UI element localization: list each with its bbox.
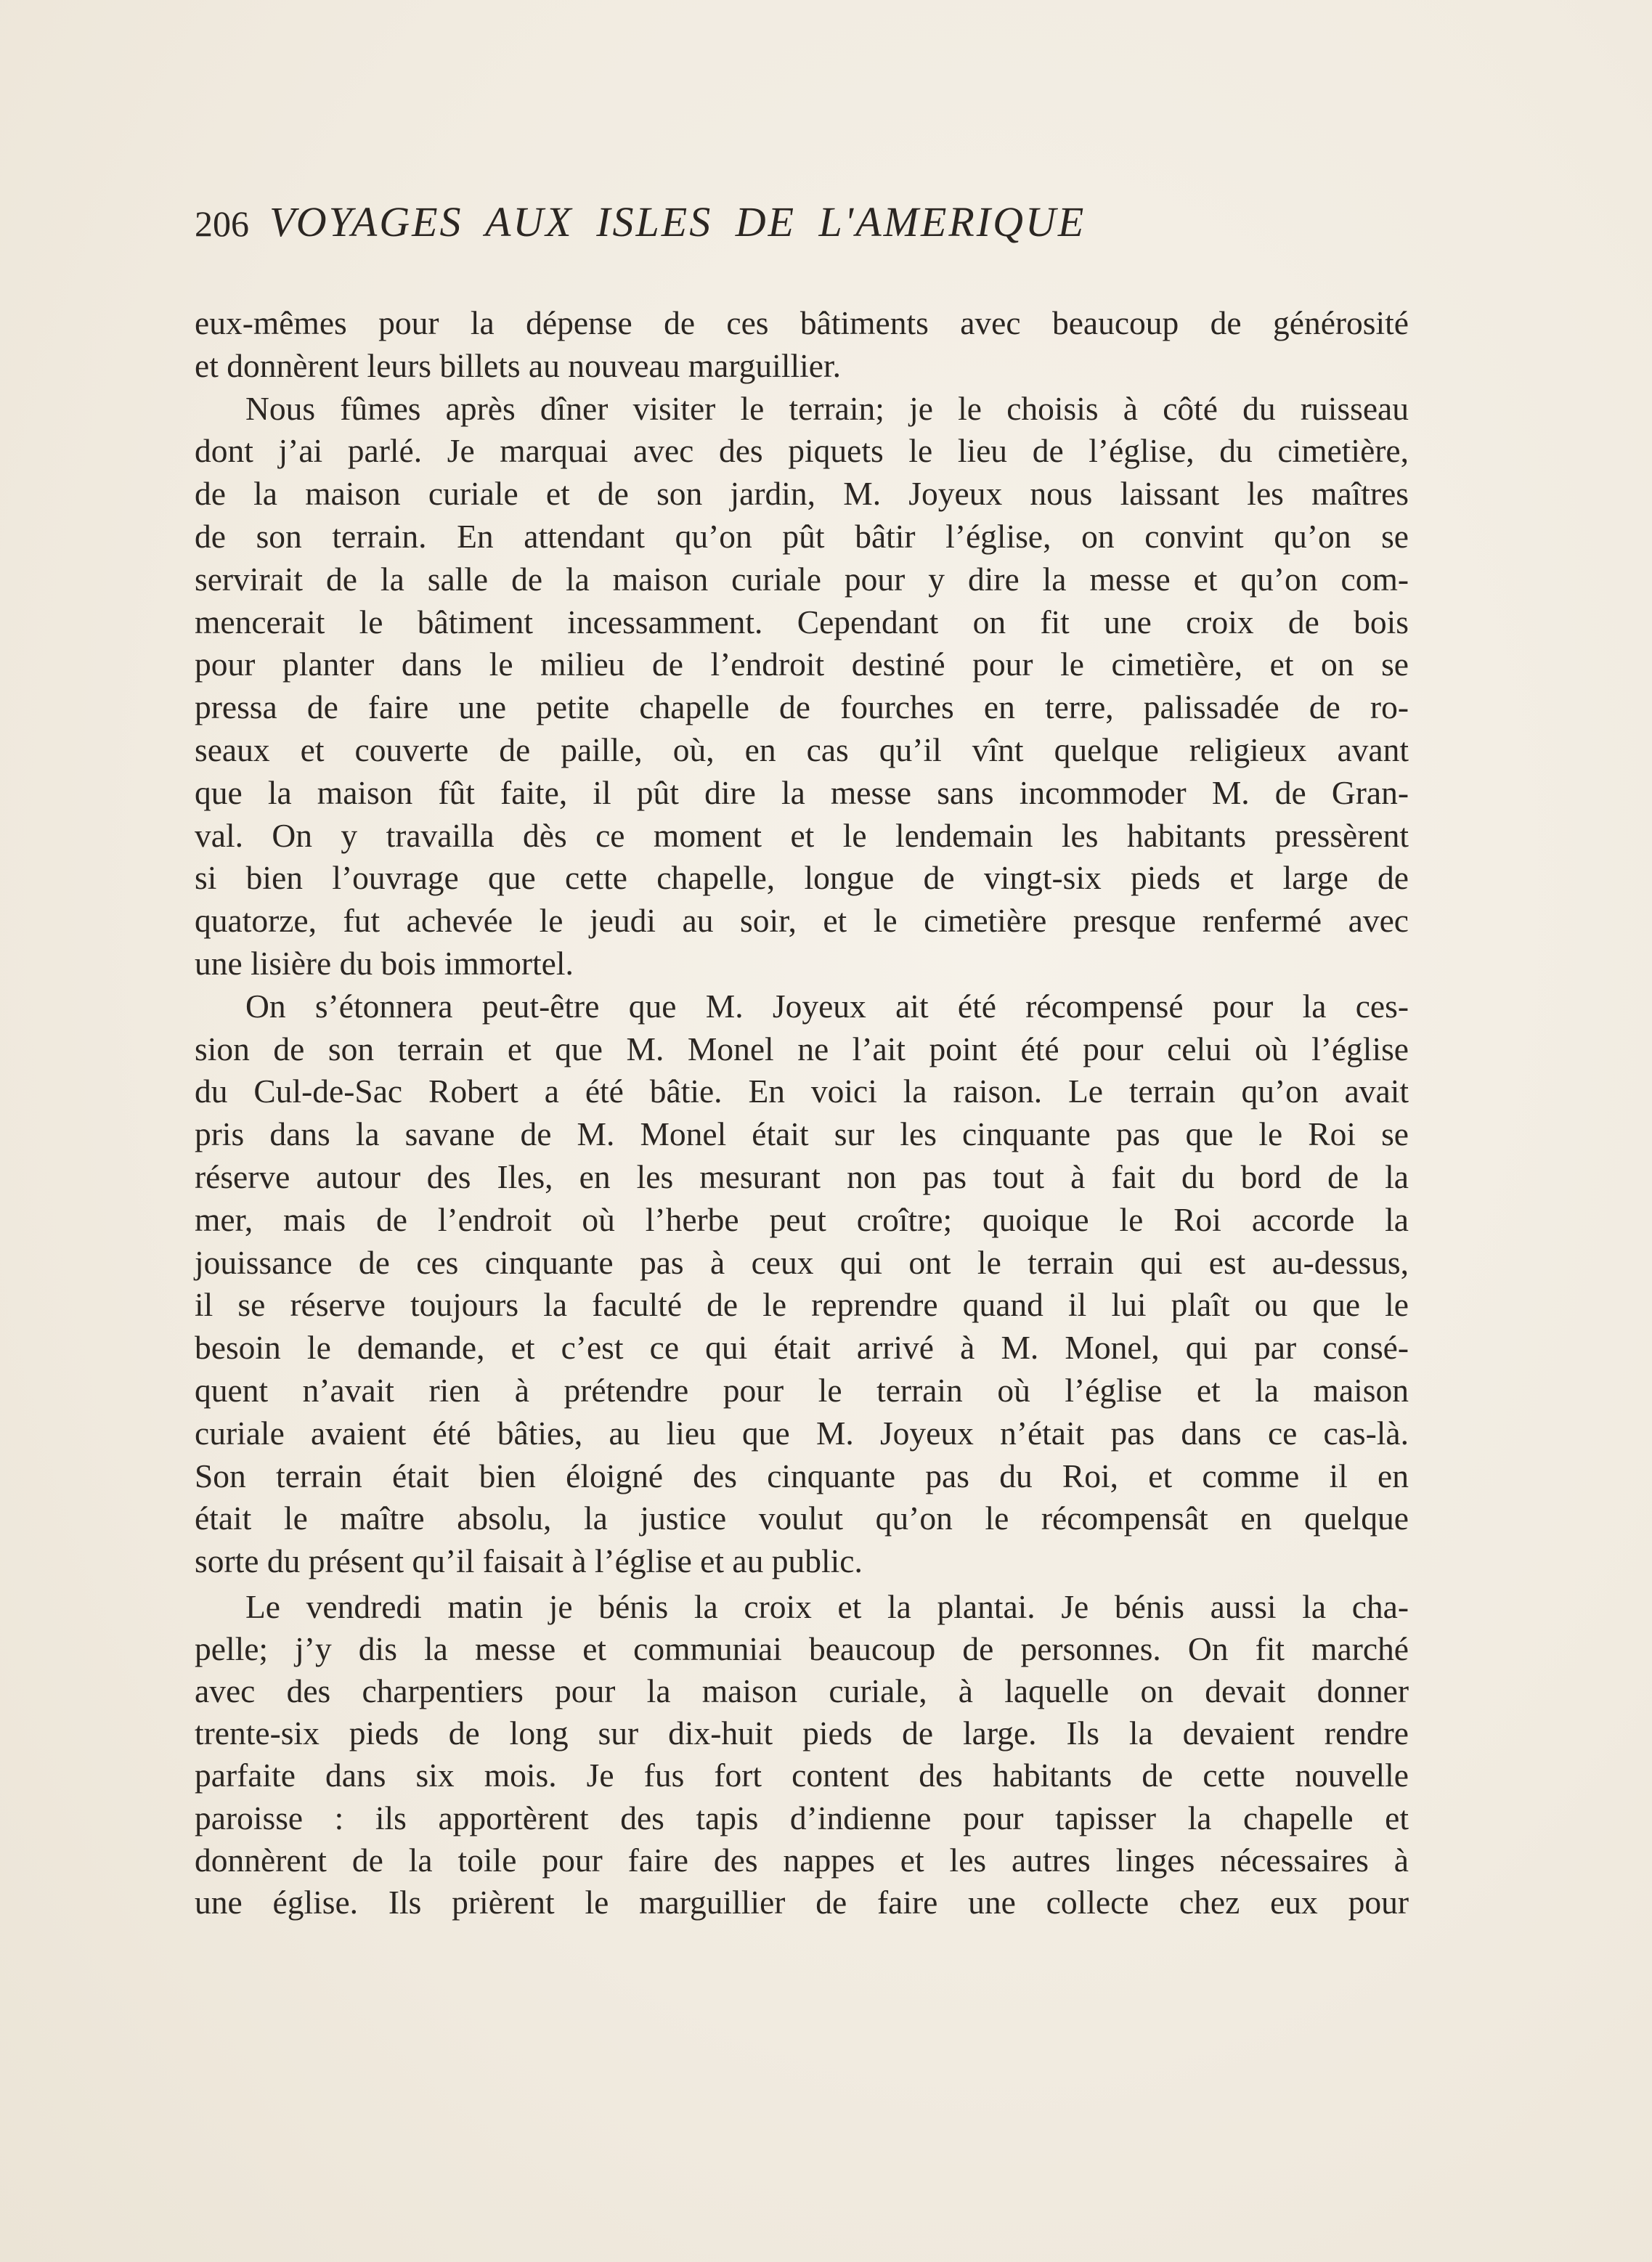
text-line: seaux et couverte de paille, où, en cas qu’il vînt quelque religieux avant [195, 731, 1409, 768]
text-line: une lisière du bois immortel. [195, 945, 574, 982]
running-title: VOYAGES AUX ISLES DE L'AMERIQUE [269, 198, 1086, 245]
text-line: du Cul-de-Sac Robert a été bâtie. En voici la raison. Le terrain qu’on avait [195, 1073, 1409, 1110]
text-line: curiale avaient été bâties, au lieu que M. Joyeux n’était pas dans ce cas-là. [195, 1414, 1409, 1452]
text-line: trente-six pieds de long sur dix-huit pieds de large. Ils la devaient rendre [195, 1714, 1409, 1752]
text-line: pelle; j’y dis la messe et communiai beaucoup de personnes. On fit marché [195, 1630, 1409, 1668]
text-line: servirait de la salle de la maison curiale pour y dire la messe et qu’on com- [195, 560, 1409, 598]
text-line: de son terrain. En attendant qu’on pût bâtir l’église, on convint qu’on se [195, 518, 1409, 555]
text-line: mencerait le bâtiment incessamment. Cependant on fit une croix de bois [195, 603, 1409, 640]
text-line: que la maison fût faite, il pût dire la messe sans incommoder M. de Gran- [195, 773, 1409, 811]
text-line: de la maison curiale et de son jardin, M. Joyeux nous laissant les maîtres [195, 475, 1409, 513]
paragraph-first-line: Nous fûmes après dîner visiter le terrain; je le choisis à côté du ruisseau [245, 389, 1409, 427]
text-line: parfaite dans six mois. Je fus fort content des habitants de cette nouvelle [195, 1757, 1409, 1794]
text-line: val. On y travailla dès ce moment et le lendemain les habitants pressèrent [195, 816, 1409, 854]
text-line: quatorze, fut achevée le jeudi au soir, et le cimetière presque renfermé avec [195, 902, 1409, 940]
text-line: pour planter dans le milieu de l’endroit destiné pour le cimetière, et on se [195, 646, 1409, 683]
text-line: pressa de faire une petite chapelle de fourches en terre, palissadée de ro- [195, 688, 1409, 726]
running-header [195, 198, 1086, 256]
text-line: Son terrain était bien éloigné des cinquante pas du Roi, et comme il en [195, 1457, 1409, 1494]
text-line: avec des charpentiers pour la maison curiale, à laquelle on devait donner [195, 1672, 1409, 1710]
text-line: pris dans la savane de M. Monel était sur les cinquante pas que le Roi se [195, 1115, 1409, 1153]
text-line: était le maître absolu, la justice voulut qu’on le récompensât en quelque [195, 1500, 1409, 1537]
text-line: mer, mais de l’endroit où l’herbe peut croître; quoique le Roi accorde la [195, 1200, 1409, 1238]
text-line: donnèrent de la toile pour faire des nappes et les autres linges nécessaires à [195, 1841, 1409, 1879]
text-line: quent n’avait rien à prétendre pour le terrain où l’église et la maison [195, 1372, 1409, 1409]
text-line: paroisse : ils apportèrent des tapis d’indienne pour tapisser la chapelle et [195, 1799, 1409, 1836]
text-line: dont j’ai parlé. Je marquai avec des piquets le lieu de l’église, du cimetière, [195, 432, 1409, 470]
text-line: sion de son terrain et que M. Monel ne l’ait point été pour celui où l’église [195, 1030, 1409, 1067]
page-number: 206 [195, 203, 249, 244]
text-line: une église. Ils prièrent le marguillier de faire une collecte chez eux pour [195, 1883, 1409, 1921]
text-line: sorte du présent qu’il faisait à l’église et au public. [195, 1542, 863, 1580]
paragraph-first-line: On s’étonnera peut-être que M. Joyeux ait été récompensé pour la ces- [245, 987, 1409, 1025]
text-line: si bien l’ouvrage que cette chapelle, longue de vingt-six pieds et large de [195, 859, 1409, 897]
text-line: eux-mêmes pour la dépense de ces bâtiments avec beaucoup de générosité [195, 304, 1409, 341]
text-line: jouissance de ces cinquante pas à ceux qui ont le terrain qui est au-dessus, [195, 1243, 1409, 1281]
text-line: il se réserve toujours la faculté de le reprendre quand il lui plaît ou que le [195, 1286, 1409, 1324]
text-line: besoin le demande, et c’est ce qui était arrivé à M. Monel, qui par consé- [195, 1329, 1409, 1367]
paragraph-first-line: Le vendredi matin je bénis la croix et la plantai. Je bénis aussi la cha- [245, 1588, 1409, 1625]
text-line: réserve autour des Iles, en les mesurant non pas tout à fait du bord de la [195, 1158, 1409, 1195]
text-line: et donnèrent leurs billets au nouveau marguillier. [195, 346, 841, 384]
